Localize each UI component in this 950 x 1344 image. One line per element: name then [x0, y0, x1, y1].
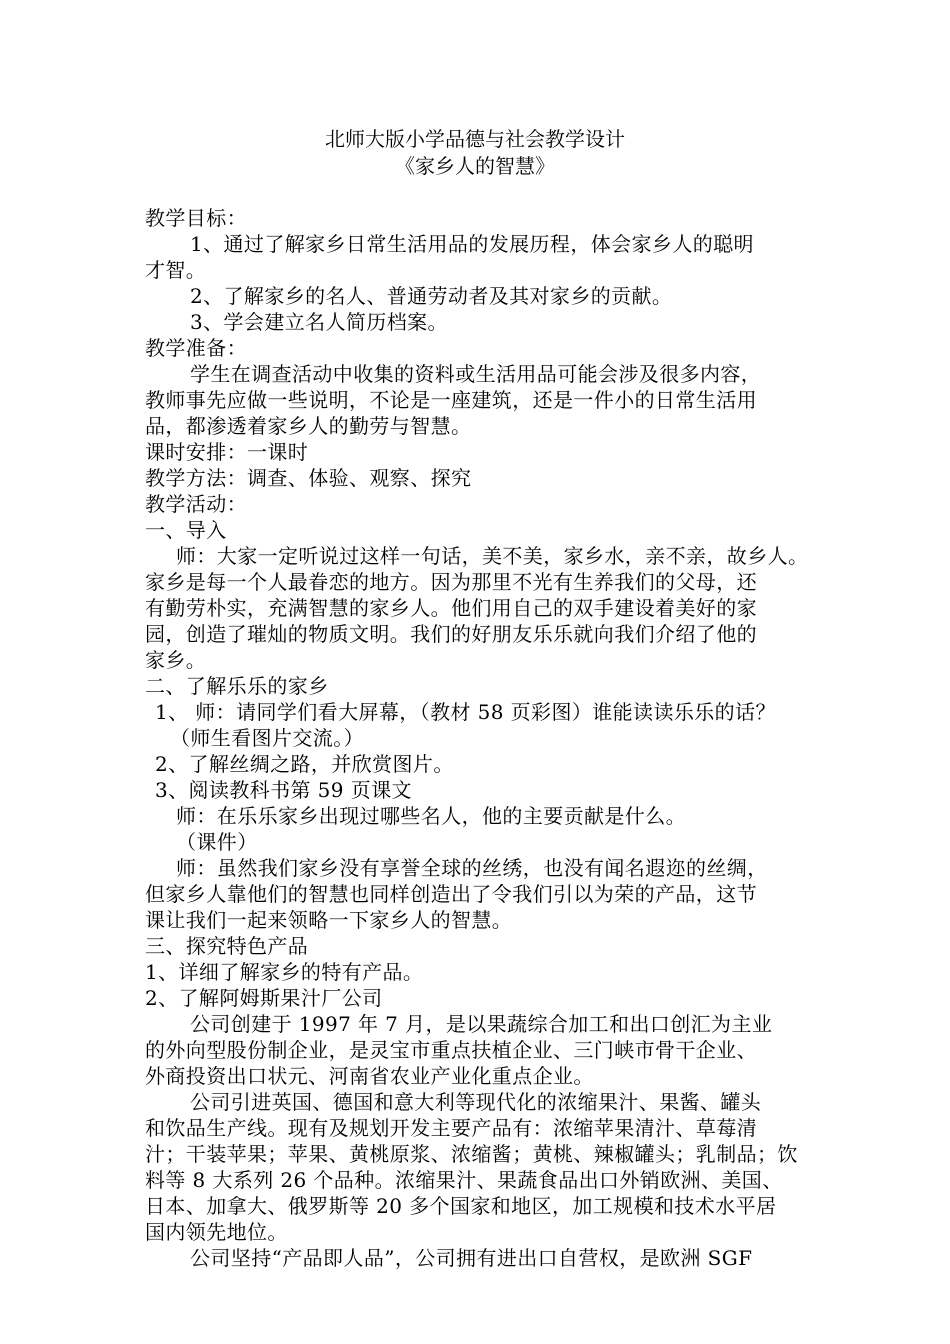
paragraph-line: 的外向型股份制企业，是灵宝市重点扶植企业、三门峡市骨干企业、: [145, 1038, 757, 1062]
paragraph-line: 才智。: [145, 258, 207, 282]
paragraph-line: 和饮品生产线。现有及规划开发主要产品有：浓缩苹果清汁、草莓清: [145, 1116, 757, 1140]
paragraph-line: （课件）: [176, 830, 258, 854]
paragraph-line: （师生看图片交流。）: [170, 726, 364, 750]
paragraph-line: 3、学会建立名人简历档案。: [190, 310, 448, 334]
paragraph-line: 品，都渗透着家乡人的勤劳与智慧。: [145, 414, 472, 438]
paragraph-line: 师：虽然我们家乡没有享誉全球的丝绣，也没有闻名遐迩的丝绸，: [176, 856, 768, 880]
paragraph-line: 料等 8 大系列 26 个品种。浓缩果汁、果蔬食品出口外销欧洲、美国、: [145, 1168, 783, 1192]
document-subtitle: 《家乡人的智慧》: [395, 154, 555, 178]
section-heading: 一、导入: [145, 518, 227, 542]
heading-activities: 教学活动：: [145, 492, 247, 516]
paragraph-line: 公司引进英国、德国和意大利等现代化的浓缩果汁、果酱、罐头: [190, 1090, 762, 1114]
list-item: 3、阅读教科书第 59 页课文: [155, 778, 412, 802]
paragraph-line: 师：在乐乐家乡出现过哪些名人，他的主要贡献是什么。: [176, 804, 686, 828]
list-item: 2、了解阿姆斯果汁厂公司: [145, 986, 383, 1010]
list-item: 1、 师：请同学们看大屏幕，（教材 58 页彩图）谁能读读乐乐的话？: [155, 700, 776, 724]
list-item: 1、详细了解家乡的特有产品。: [145, 960, 424, 984]
heading-schedule: 课时安排：一课时: [145, 440, 309, 464]
paragraph-line: 园，创造了璀灿的物质文明。我们的好朋友乐乐就向我们介绍了他的: [145, 622, 757, 646]
paragraph-line: 外商投资出口状元、河南省农业产业化重点企业。: [145, 1064, 594, 1088]
heading-teaching-preparation: 教学准备：: [145, 336, 247, 360]
paragraph-line: 师：大家一定听说过这样一句话，美不美，家乡水，亲不亲，故乡人。: [176, 544, 809, 568]
paragraph-line: 国内领先地位。: [145, 1220, 288, 1244]
heading-methods: 教学方法：调查、体验、观察、探究: [145, 466, 472, 490]
paragraph-line: 家乡是每一个人最眷恋的地方。因为那里不光有生养我们的父母，还: [145, 570, 757, 594]
paragraph-line: 公司坚持“产品即人品”，公司拥有进出口自营权，是欧洲 SGF: [190, 1246, 753, 1270]
paragraph-line: 2、了解家乡的名人、普通劳动者及其对家乡的贡献。: [190, 284, 673, 308]
section-heading: 三、探究特色产品: [145, 934, 309, 958]
paragraph-line: 汁；干装苹果；苹果、黄桃原浆、浓缩酱；黄桃、辣椒罐头；乳制品；饮: [145, 1142, 798, 1166]
document-title: 北师大版小学品德与社会教学设计: [325, 127, 625, 151]
section-heading: 二、了解乐乐的家乡: [145, 674, 329, 698]
paragraph-line: 学生在调查活动中收集的资料或生活用品可能会涉及很多内容，: [190, 362, 762, 386]
heading-teaching-goals: 教学目标：: [145, 206, 247, 230]
paragraph-line: 课让我们一起来领略一下家乡人的智慧。: [145, 908, 513, 932]
paragraph-line: 教师事先应做一些说明，不论是一座建筑，还是一件小的日常生活用: [145, 388, 757, 412]
paragraph-line: 家乡。: [145, 648, 207, 672]
paragraph-line: 日本、加拿大、俄罗斯等 20 多个国家和地区，加工规模和技术水平居: [145, 1194, 777, 1218]
paragraph-line: 但家乡人靠他们的智慧也同样创造出了令我们引以为荣的产品，这节: [145, 882, 757, 906]
list-item: 2、了解丝绸之路，并欣赏图片。: [155, 752, 454, 776]
paragraph-line: 有勤劳朴实，充满智慧的家乡人。他们用自己的双手建设着美好的家: [145, 596, 757, 620]
paragraph-line: 1、通过了解家乡日常生活用品的发展历程，体会家乡人的聪明: [190, 232, 754, 256]
paragraph-line: 公司创建于 1997 年 7 月，是以果蔬综合加工和出口创汇为主业: [190, 1012, 773, 1036]
